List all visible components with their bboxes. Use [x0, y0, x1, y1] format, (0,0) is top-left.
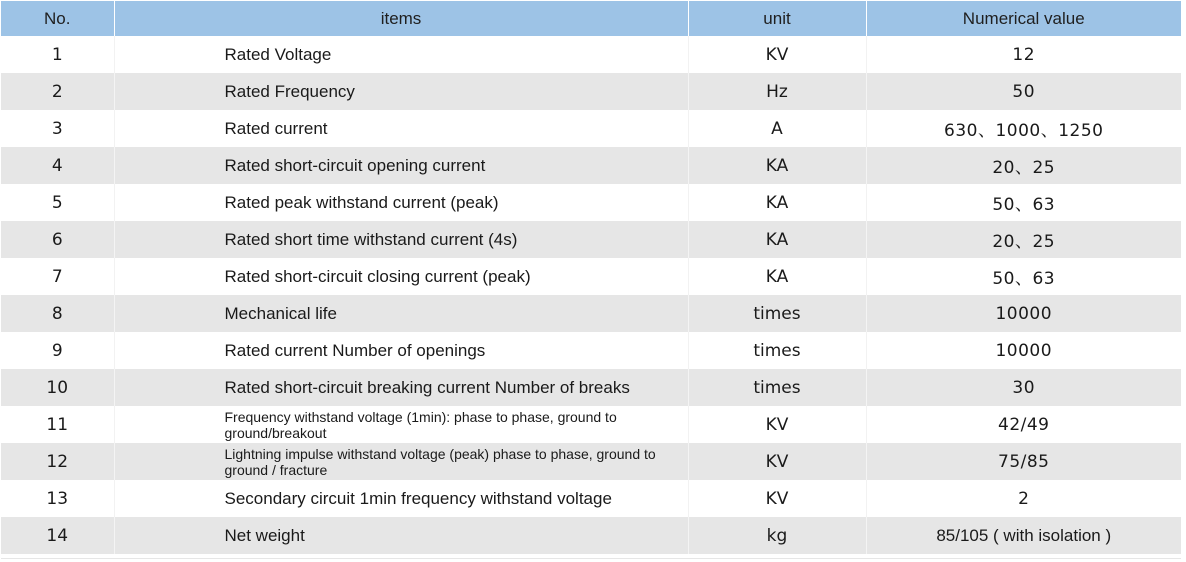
- header-unit: unit: [688, 1, 866, 36]
- table-row: [1, 258, 1181, 295]
- row-item: Rated current Number of openings: [114, 332, 688, 369]
- row-value: 10000: [866, 295, 1181, 332]
- row-no: 3: [1, 110, 114, 147]
- row-item: Rated short-circuit closing current (peak): [114, 258, 688, 295]
- row-value: 75/85: [866, 443, 1181, 480]
- spec-table: [1, 1, 1181, 554]
- row-no: 9: [1, 332, 114, 369]
- row-unit: A: [688, 110, 866, 147]
- row-unit: KA: [688, 258, 866, 295]
- row-item: Rated Voltage: [114, 36, 688, 73]
- row-value: 50: [866, 73, 1181, 110]
- row-no: 6: [1, 221, 114, 258]
- row-unit: KV: [688, 443, 866, 480]
- row-no: 10: [1, 369, 114, 406]
- row-no: 1: [1, 36, 114, 73]
- header-row: [1, 1, 1181, 36]
- row-value: 20、25: [866, 147, 1181, 184]
- row-no: 13: [1, 480, 114, 517]
- table-row: [1, 184, 1181, 221]
- row-value: 10000: [866, 332, 1181, 369]
- row-value: 20、25: [866, 221, 1181, 258]
- row-item: Rated current: [114, 110, 688, 147]
- table-row: [1, 73, 1181, 110]
- row-value: 12: [866, 36, 1181, 73]
- row-unit: KV: [688, 480, 866, 517]
- row-unit: KV: [688, 36, 866, 73]
- row-unit: times: [688, 369, 866, 406]
- row-no: 2: [1, 73, 114, 110]
- header-value: Numerical value: [866, 1, 1181, 36]
- row-value: 50、63: [866, 184, 1181, 221]
- row-item: Rated Frequency: [114, 73, 688, 110]
- row-item: Lightning impulse withstand voltage (peak) phase to phase, ground to ground / fracture: [114, 443, 688, 480]
- row-unit: KA: [688, 184, 866, 221]
- table-row: [1, 480, 1181, 517]
- row-item: Rated short-circuit opening current: [114, 147, 688, 184]
- row-unit: times: [688, 332, 866, 369]
- row-item: Rated short time withstand current (4s): [114, 221, 688, 258]
- row-no: 11: [1, 406, 114, 443]
- row-item: Rated short-circuit breaking current Number of breaks: [114, 369, 688, 406]
- row-value: 85/105 ( with isolation ): [866, 517, 1181, 554]
- table-body: [1, 36, 1181, 554]
- row-unit: Hz: [688, 73, 866, 110]
- table-row: [1, 110, 1181, 147]
- row-no: 7: [1, 258, 114, 295]
- row-item: Secondary circuit 1min frequency withstand voltage: [114, 480, 688, 517]
- row-value: 2: [866, 480, 1181, 517]
- table-header: [1, 1, 1181, 36]
- row-unit: times: [688, 295, 866, 332]
- row-unit: KA: [688, 147, 866, 184]
- row-item: Frequency withstand voltage (1min): phase to phase, ground to ground/breakout: [114, 406, 688, 443]
- table-row: [1, 147, 1181, 184]
- row-unit: KV: [688, 406, 866, 443]
- table-row: [1, 221, 1181, 258]
- row-unit: KA: [688, 221, 866, 258]
- table-row: [1, 443, 1181, 480]
- row-no: 12: [1, 443, 114, 480]
- row-no: 8: [1, 295, 114, 332]
- row-item: Net weight: [114, 517, 688, 554]
- row-item: Rated peak withstand current (peak): [114, 184, 688, 221]
- table-row: [1, 406, 1181, 443]
- header-no: No.: [1, 1, 114, 36]
- row-value: 30: [866, 369, 1181, 406]
- table-row: [1, 332, 1181, 369]
- table-row: [1, 295, 1181, 332]
- row-no: 5: [1, 184, 114, 221]
- row-value: 50、63: [866, 258, 1181, 295]
- header-items: items: [114, 1, 688, 36]
- row-value: 630、1000、1250: [866, 110, 1181, 147]
- table-row: [1, 36, 1181, 73]
- table-row: [1, 369, 1181, 406]
- row-item: Mechanical life: [114, 295, 688, 332]
- table-bottom-divider: [1, 558, 1181, 559]
- row-no: 4: [1, 147, 114, 184]
- table-row: [1, 517, 1181, 554]
- row-unit: kg: [688, 517, 866, 554]
- row-no: 14: [1, 517, 114, 554]
- row-value: 42/49: [866, 406, 1181, 443]
